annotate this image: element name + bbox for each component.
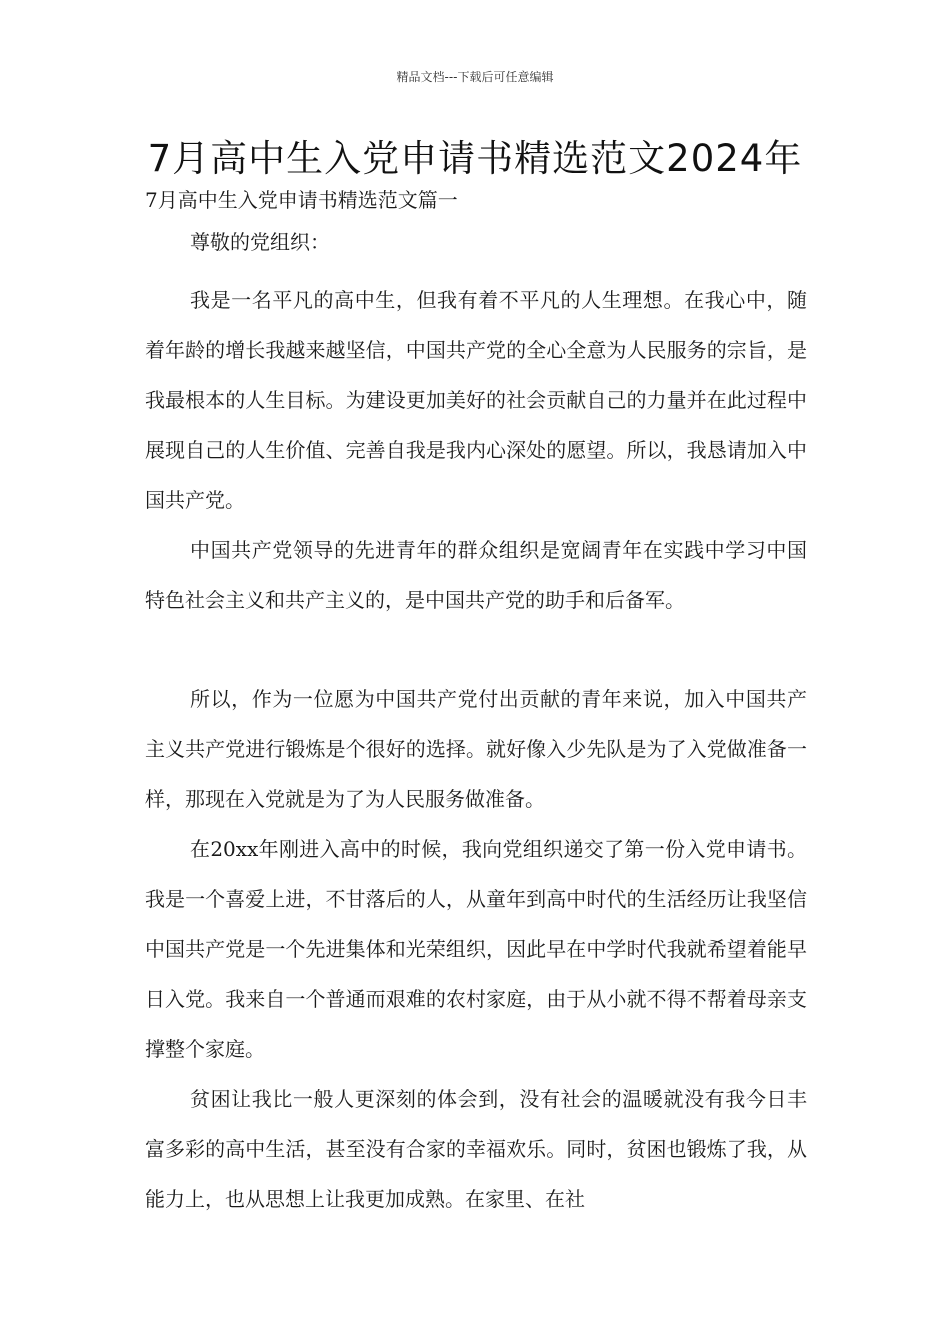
header-note: 精品文档---下载后可任意编辑 <box>396 70 554 84</box>
paragraph-spacer <box>145 625 807 674</box>
document-body <box>145 183 807 1224</box>
paragraph-4: 在20xx年刚进入高中的时候，我向党组织递交了第一份入党申请书。我是一个喜爱上进，不甘落后的人，从童年到高中时代的生活经历让我坚信中国共产党是一个先进集体和光荣组织，因此早在中学时代我就希望着能早日入党。我来自一个普通而艰难的农村家庭，由于从小就不得不帮着母亲支撑整个家庭。 <box>145 837 807 1061</box>
paragraph-3: 所以，作为一位愿为中国共产党付出贡献的青年来说，加入中国共产主义共产党进行锻炼是个很好的选择。就好像入少先队是为了入党做准备一样，那现在入党就是为了为人民服务做准备。 <box>145 687 807 811</box>
paragraph-1: 我是一名平凡的高中生，但我有着不平凡的人生理想。在我心中，随着年龄的增长我越来越坚信，中国共产党的全心全意为人民服务的宗旨，是我最根本的人生目标。为建设更加美好的社会贡献自己的力量并在此过程中展现自己的人生价值、完善自我是我内心深处的愿望。所以，我恳请加入中国共产党。 <box>145 288 807 512</box>
paragraph-5: 贫困让我比一般人更深刻的体会到，没有社会的温暖就没有我今日丰富多彩的高中生活，甚至没有合家的幸福欢乐。同时，贫困也锻炼了我，从能力上，也从思想上让我更加成熟。在家里、在社 <box>145 1087 807 1211</box>
document-subtitle: 7月高中生入党申请书精选范文篇一 <box>145 188 458 212</box>
paragraph-2: 中国共产党领导的先进青年的群众组织是宽阔青年在实践中学习中国特色社会主义和共产主义的，是中国共产党的助手和后备军。 <box>145 538 807 612</box>
salutation: 尊敬的党组织： <box>190 230 330 254</box>
document-title: 7月高中生入党申请书精选范文2024年 <box>147 137 803 180</box>
